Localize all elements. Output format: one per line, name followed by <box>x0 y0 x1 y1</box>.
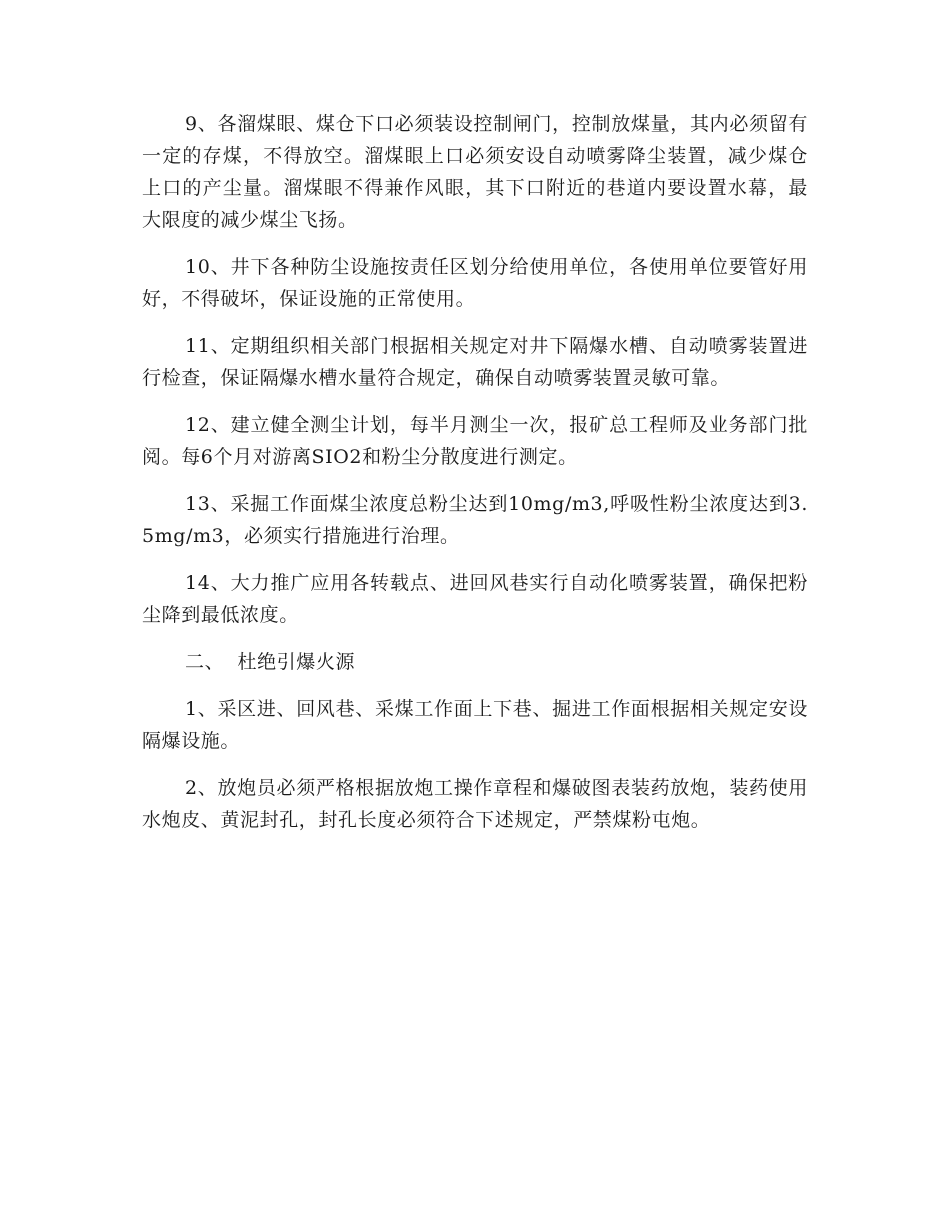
paragraph-item-13: 13、采掘工作面煤尘浓度总粉尘达到10mg/m3,呼吸性粉尘浓度达到3.5mg/m3，必须实行措施进行治理。 <box>142 493 808 547</box>
section-heading: 二、 杜绝引爆火源 <box>185 651 356 673</box>
paragraph-item-12: 12、建立健全测尘计划，每半月测尘一次，报矿总工程师及业务部门批阅。每6个月对游离SIO2和粉尘分散度进行测定。 <box>142 414 808 468</box>
paragraph-item-11: 11、定期组织相关部门根据相关规定对井下隔爆水槽、自动喷雾装置进行检查，保证隔爆水槽水量符合规定，确保自动喷雾装置灵敏可靠。 <box>142 335 808 389</box>
section-paragraph-1: 1、采区进、回风巷、采煤工作面上下巷、掘进工作面根据相关规定安设隔爆设施。 <box>142 698 808 752</box>
section-paragraph-2: 2、放炮员必须严格根据放炮工操作章程和爆破图表装药放炮，装药使用水炮皮、黄泥封孔，封孔长度必须符合下述规定，严禁煤粉屯炮。 <box>142 777 808 831</box>
paragraph-item-9: 9、各溜煤眼、煤仓下口必须装设控制闸门，控制放煤量，其内必须留有一定的存煤，不得放空。溜煤眼上口必须安设自动喷雾降尘装置，减少煤仓上口的产尘量。溜煤眼不得兼作风眼，其下口附近的巷道内要设置水幕，最大限度的减少煤尘飞扬。 <box>142 113 808 231</box>
paragraph-item-10: 10、井下各种防尘设施按责任区划分给使用单位，各使用单位要管好用好，不得破坏，保证设施的正常使用。 <box>142 256 808 310</box>
paragraph-item-14: 14、大力推广应用各转载点、进回风巷实行自动化喷雾装置，确保把粉尘降到最低浓度。 <box>142 572 808 626</box>
document-page <box>142 108 808 851</box>
